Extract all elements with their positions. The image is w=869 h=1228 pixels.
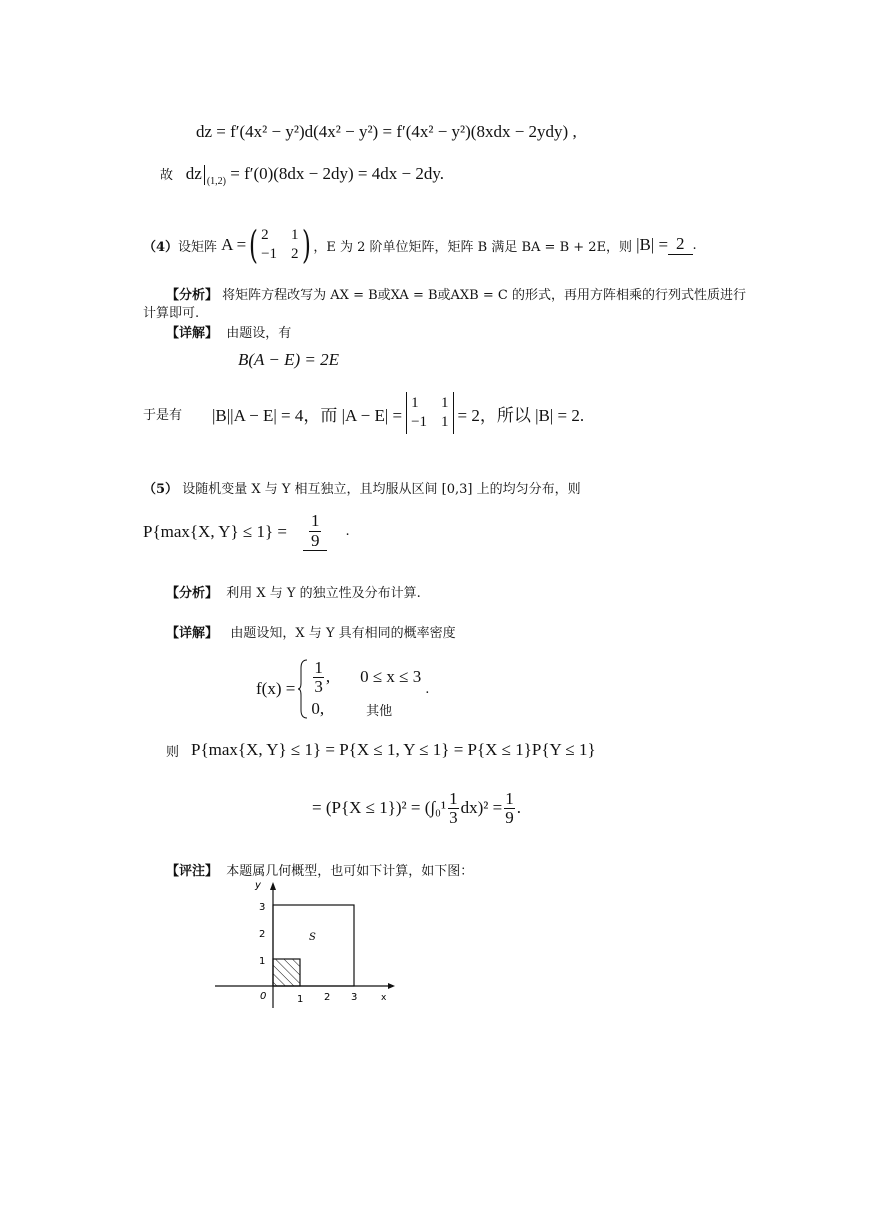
q5-eq3-text: P{max{X, Y} ≤ 1} = P{X ≤ 1, Y ≤ 1} = P{X ≤ 1}P{Y ≤ 1}	[191, 740, 596, 759]
eq4-frac-den: 3	[449, 807, 458, 827]
analysis-text: 将矩阵方程改写为 AX = B或XA = B或AXB = C 的形式，再用方阵相乘的行列式性质进行	[222, 288, 746, 303]
q5-label: （5）	[143, 482, 179, 497]
dz-symbol: dz	[185, 164, 202, 183]
detail-text: 由题设，有	[226, 326, 292, 341]
matrix-cell: 2	[291, 246, 299, 262]
q5-tail: .	[345, 524, 350, 540]
q5-text: 设随机变量 X 与 Y 相互独立，且均服从区间 [0,3] 上的均匀分布，则	[182, 482, 581, 497]
pdf-frac-den: 3	[314, 676, 323, 696]
eq-dz-point-rhs: = f′(0)(8dx − 2dy) = 4dx − 2dy.	[230, 164, 445, 183]
eq4-frac	[448, 790, 459, 827]
pdf-frac	[313, 659, 324, 696]
eq4-result-den: 9	[505, 807, 514, 827]
abs-b: |B| =	[636, 235, 669, 254]
question-5	[143, 478, 581, 497]
x-tick-label: 1	[297, 994, 304, 1005]
eq4-frac-num: 1	[449, 789, 458, 808]
det-cell: 1	[441, 395, 449, 412]
pdf-case1-cond: 0 ≤ x ≤ 3	[360, 667, 422, 686]
analysis-tag: 【分析】	[166, 586, 219, 601]
origin-label: 0	[260, 991, 267, 1002]
analysis-text-cont: 计算即可.	[143, 306, 200, 321]
y-tick-label: 3	[259, 902, 266, 913]
det-cell: 1	[441, 414, 449, 430]
equation-dz	[196, 122, 577, 142]
eq4-result-num: 1	[505, 789, 514, 808]
question-4: （4） 设矩阵 A = ( 2 1 −1 2 ) ，E 为 2 阶单位矩阵，矩阵 B 满足 BA = B + 2E，则 |B| = 2 .	[143, 223, 697, 267]
ze-text: 则	[166, 744, 180, 760]
q4-eq2-a: |B||A − E| = 4，而 |A − E| =	[212, 405, 403, 425]
y-tick-label: 1	[259, 956, 266, 967]
brace	[297, 658, 309, 720]
pdf-case2-val: 0,	[311, 699, 325, 719]
y-tick-label: 2	[259, 929, 266, 940]
matrix-cell: 2	[261, 227, 269, 244]
yushi-text: 于是有	[143, 407, 183, 423]
matrix-a	[261, 226, 298, 264]
region-s-label: S	[309, 932, 316, 943]
detail-tag: 【详解】	[166, 626, 219, 641]
q5-detail	[166, 622, 456, 641]
pdf-tail: .	[425, 681, 430, 697]
det-cell: −1	[411, 414, 428, 430]
x-axis-arrow	[388, 983, 395, 989]
eq-dz-rhs2: = f′(4x² − y²)(8xdx − 2ydy) ,	[382, 122, 577, 141]
pdf-lhs: f(x) =	[256, 679, 296, 698]
q5-answer	[303, 512, 328, 551]
detail-text: 由题设知，X 与 Y 具有相同的概率密度	[230, 626, 456, 641]
detail-tag: 【详解】	[166, 326, 219, 341]
y-label: y	[255, 880, 261, 891]
hatched-region	[273, 959, 300, 986]
q4-detail	[166, 322, 291, 341]
q4-answer: 2	[668, 235, 693, 255]
equation-dz-point	[160, 164, 444, 187]
pdf-definition	[256, 658, 429, 720]
q5-answer-den: 9	[303, 532, 328, 552]
q4-label: （4）	[143, 239, 179, 255]
q4-eq2	[143, 392, 584, 434]
det-matrix	[411, 394, 448, 432]
matrix-cell: −1	[261, 246, 278, 262]
matrix-cell: 1	[291, 227, 299, 244]
q4-text-a: 设矩阵	[178, 239, 218, 255]
q5-eq3	[166, 740, 596, 760]
eval-point: (1,2)	[206, 176, 226, 187]
y-axis-arrow	[270, 882, 276, 890]
eq-dz-lhs: dz	[196, 122, 213, 141]
q4-eq1: B(A − E) = 2E	[238, 350, 339, 369]
pdf-frac-num: 1	[314, 657, 323, 677]
eq-dz-rhs1: = f′(4x² − y²)d(4x² − y²)	[216, 122, 379, 141]
geometry-figure	[205, 872, 405, 1012]
q5-analysis	[166, 582, 421, 601]
det-cell: 1	[411, 395, 419, 412]
matrix-name: A =	[221, 235, 247, 254]
x-tick-label: 2	[324, 992, 331, 1003]
q4-text-b: ，E 为 2 阶单位矩阵，矩阵 B 满足 BA = B + 2E，则	[313, 239, 633, 255]
pdf-case2-cond: 其他	[366, 703, 393, 719]
x-tick-label: 3	[351, 992, 358, 1003]
x-label: x	[381, 993, 387, 1003]
pdf-cases: $\frac{1}{3}$ , 0 ≤ x ≤ 3 0, 其他	[311, 657, 422, 719]
q4-analysis	[166, 284, 746, 303]
q5-answer-num: 1	[310, 511, 320, 530]
comment-text: 本题属几何概型，也可如下计算，如下图：	[226, 864, 474, 879]
analysis-tag: 【分析】	[166, 288, 219, 303]
q4-tail: .	[692, 237, 697, 253]
q5-eq4: = (P{X ≤ 1})² = (∫₀¹ $\frac{1}{3}$ dx)² = $\frac{1}{9}$ .	[312, 789, 521, 827]
q5-eq4-a: = (P{X ≤ 1})² = (∫₀¹	[312, 798, 447, 818]
gu-text: 故	[160, 167, 174, 182]
q5-prob-lhs: P{max{X, Y} ≤ 1} =	[143, 521, 287, 541]
q5-eq4-b: dx)² =	[460, 798, 503, 818]
eq4-result	[504, 790, 515, 827]
comment-tag: 【评注】	[166, 864, 219, 879]
q4-eq2-b: = 2，所以 |B| = 2.	[457, 405, 585, 425]
analysis-text: 利用 X 与 Y 的独立性及分布计算.	[226, 586, 421, 601]
q5-prob	[143, 512, 350, 551]
